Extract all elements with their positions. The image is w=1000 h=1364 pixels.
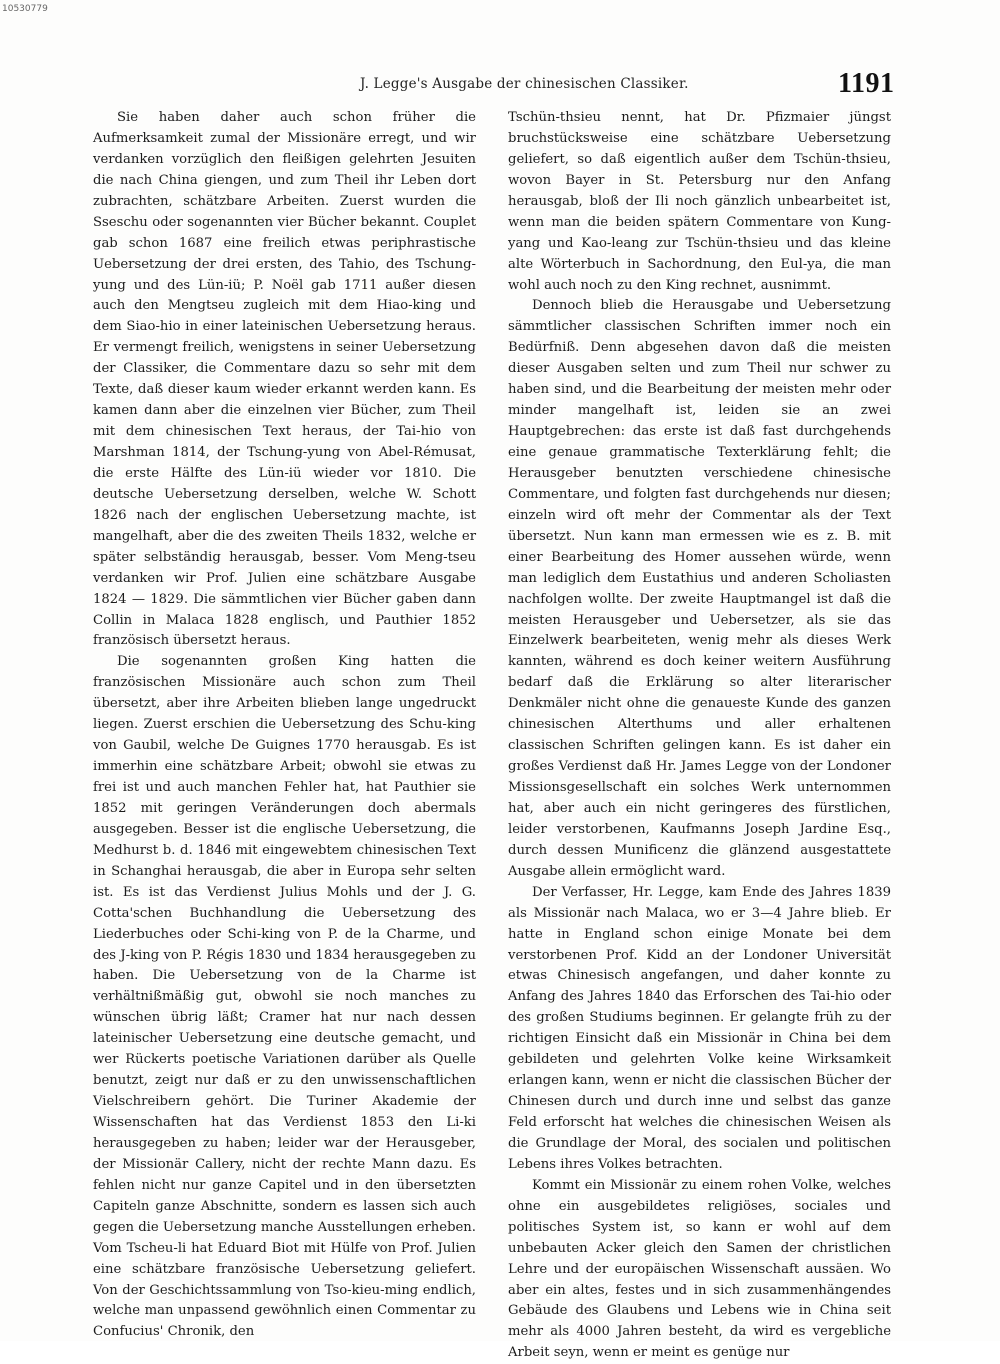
left-column xyxy=(93,108,476,1340)
paragraph: Die sogenannten großen King hatten die französischen Missionäre auch schon zum Theil übersetzt, aber ihre Arbeiten blieben lange ungedruckt liegen. Zuerst erschien die Uebersetzung des Schu-king von Gaubil, welche De Guignes 1770 herausgab. Es ist immerhin eine schätzbare Arbeit; obwohl sie etwas zu frei ist und auch manchen Fehler hat, hat Pauthier sie 1852 mit geringen Veränderungen doch abermals ausgegeben. Besser ist die englische Uebersetzung, die Medhurst b. d. 1846 mit eingewebtem chinesischen Text in Schanghai herausgab, die aber in Europa sehr selten ist. Es ist das Verdienst Julius Mohls und der J. G. Cotta'schen Buchhandlung die Uebersetzung des Liederbuches oder Schi-king von P. de la Charme, und des J-king von P. Régis 1830 und 1834 herausgegeben zu haben. Die Uebersetzung von de la Charme ist verhältnißmäßig gut, obwohl sie noch manches zu wünschen übrig läßt; Cramer hat nur nach dessen lateinischer Uebersetzung eine deutsche gemacht, und wer Rückerts poetische Variationen darüber als Quelle benutzt, zeigt nur daß er zu den unwissenschaftlichen Vielschreibern gehört. Die Turiner Akademie der Wissenschaften hat das Verdienst 1853 den Li-ki herausgegeben zu haben; leider war der Herausgeber, der Missionär Callery, nicht der rechte Mann dazu. Es fehlen nicht nur ganze Capitel und in den übersetzten Capiteln ganze Abschnitte, sondern es lassen sich auch gegen die Uebersetzung manche Ausstellungen erheben. Vom Tscheu-li hat Eduard Biot mit Hülfe von Prof. Julien eine schätzbare französische Uebersetzung geliefert. Von der Geschichtssammlung von Tso-kieu-ming endlich, welche man unpassend gewöhnlich einen Commentar zu Confucius' Chronik, den xyxy=(93,654,476,1340)
scan-identifier: 10530779 xyxy=(2,4,48,14)
right-column xyxy=(508,108,891,1361)
paragraph: Sie haben daher auch schon früher die Aufmerksamkeit zumal der Missionäre erregt, und wir verdanken vorzüglich den fleißigen gelehrten Jesuiten die nach China giengen, und zum Theil ihr Leben dort zubrachten, schätzbare Arbeiten. Zuerst wurden die Sseschu oder sogenannten vier Bücher bekannt. Couplet gab schon 1687 eine freilich etwas periphrastische Uebersetzung der drei ersten, des Tahio, des Tschung-yung und des Lün-iü; P. Noël gab 1711 außer diesen auch den Mengtseu zugleich mit dem Hiao-king und dem Siao-hio in einer lateinischen Uebersetzung heraus. Er vermengt freilich, wenigstens in seiner Uebersetzung der Classiker, die Commentare dazu so sehr mit dem Texte, daß dieser kaum wieder erkannt werden kann. Es kamen dann aber die einzelnen vier Bücher, zum Theil mit dem chinesischen Text heraus, der Tai-hio von Marshman 1814, der Tschung-yung von Abel-Rémusat, die erste Hälfte des Lün-iü wieder vor 1810. Die deutsche Uebersetzung derselben, welche W. Schott 1826 nach der englischen Uebersetzung machte, ist mangelhaft, aber die des zweiten Theils 1832, welche er später selbständig herausgab, besser. Vom Meng-tseu verdanken wir Prof. Julien eine schätzbare Ausgabe 1824 — 1829. Die sämmtlichen vier Bücher gaben dann Collin in Malaca 1828 englisch, und Pauthier 1852 französisch übersetzt heraus. xyxy=(93,110,476,649)
paragraph: Dennoch blieb die Herausgabe und Uebersetzung sämmtlicher classischen Schriften immer noch ein Bedürfniß. Denn abgesehen davon daß die meisten dieser Ausgaben selten und zum Theil nur schwer zu haben sind, und die Bearbeitung der meisten mehr oder minder mangelhaft ist, leiden sie an zwei Hauptgebrechen: das erste ist daß fast durchgehends eine genaue grammatische Texterklärung fehlt; die Herausgeber benutzten verschiedene chinesische Commentare, und folgten fast durchgehends nur diesen; einzeln wird oft mehr der Commentar als der Text übersetzt. Nun kann man ermessen wie es z. B. mit einer Bearbeitung des Homer aussehen würde, wenn man lediglich dem Eustathius und anderen Scholiasten nachfolgen wollte. Der zweite Hauptmangel ist daß die meisten Herausgeber und Uebersetzer, als sie das Einzelwerk bearbeiteten, wenig mehr als dieses Werk kannten, während es doch keiner weitern Ausführung bedarf daß die Erklärung so alter literarischer Denkmäler nicht ohne die genaueste Kunde des ganzen chinesischen Alterthums und aller erhaltenen classischen Schriften gelingen kann. Es ist daher ein großes Verdienst daß Hr. James Legge von der Londoner Missionsgesellschaft ein solches Werk unternommen hat, aber auch ein nicht geringeres des fürstlichen, leider verstorbenen, Kaufmanns Joseph Jardine Esq., durch dessen Munificenz die glänzend ausgestattete Ausgabe allein ermöglicht ward. xyxy=(508,298,891,879)
running-head: J. Legge's Ausgabe der chinesischen Classiker. xyxy=(360,76,689,92)
page-number: 1191 xyxy=(838,68,895,99)
paragraph: Kommt ein Missionär zu einem rohen Volke, welches ohne ein ausgebildetes religiöses, sociales und politisches System ist, so kann er wohl auf dem unbebauten Acker gleich den Samen der christlichen Lehre und der europäischen Wissenschaft aussäen. Wo aber ein altes, festes und in sich zusammenhängendes Gebäude des Glaubens und Lebens wie in China seit mehr als 4000 Jahren besteht, da wird es vergebliche Arbeit seyn, wenn er meint es genüge nur xyxy=(508,1177,891,1361)
paragraph: Tschün-thsieu nennt, hat Dr. Pfizmaier jüngst bruchstücksweise eine schätzbare Uebersetzung geliefert, so daß eigentlich außer dem Tschün-thsieu, wovon Bayer in St. Petersburg nur den Anfang herausgab, bloß der Ili noch gänzlich unbearbeitet ist, wenn man die beiden spätern Commentare von Kung-yang und Kao-leang zur Tschün-thsieu und das kleine alte Wörterbuch in Sachordnung, den Eul-ya, die man wohl auch noch zu den King rechnet, ausnimmt. xyxy=(508,110,891,293)
paragraph: Der Verfasser, Hr. Legge, kam Ende des Jahres 1839 als Missionär nach Malaca, wo er 3—4 Jahre blieb. Er hatte in England schon einige Monate bei dem verstorbenen Prof. Kidd an der Londoner Universität etwas Chinesisch angefangen, und daher konnte zu Anfang des Jahres 1840 das Erforschen des Tai-hio oder des großen Studiums beginnen. Er gelangte früh zu der richtigen Einsicht daß ein Missionär in China bei dem gebildeten und gelehrten Volke keine Wirksamkeit erlangen kann, wenn er nicht die classischen Bücher der Chinesen durch und durch inne und selbst das ganze Feld erforscht hat welches die chinesischen Weisen als die Grundlage der Moral, des socialen und politischen Lebens ihres Volkes betrachten. xyxy=(508,884,891,1172)
